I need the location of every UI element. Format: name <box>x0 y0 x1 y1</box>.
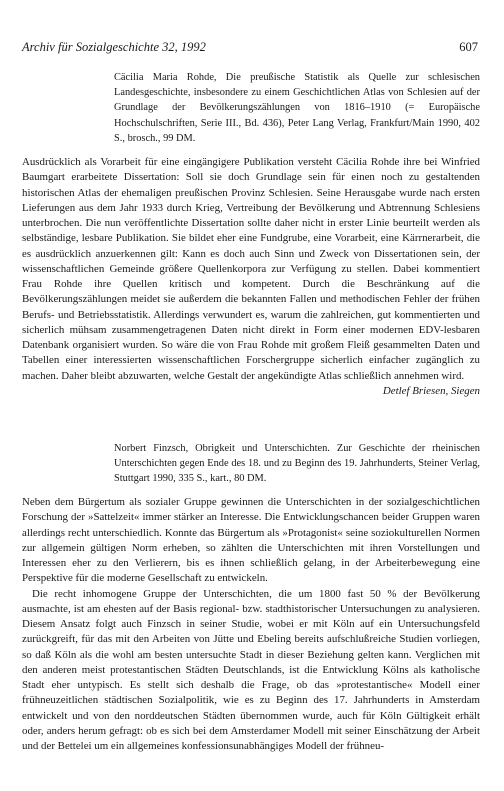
review1-text: Ausdrücklich als Vorarbeit für eine eingängigere Publikation versteht Cäcilia Rohde ihre bei Winfried Baumgart erarbeitete Dissertation: Soll sie doch Grundlage sein für einen noch zu gestaltenden historischen Atlas der ehemaligen preußischen Provinz Schlesien. Seine Herausgabe wurde nach ersten Lieferungen aus dem Jahr 1933 durch Krieg, Vertreibung der Bevölkerung und Abtrennung Schlesiens unterbrochen. Die nun veröffentlichte Dissertation sollte daher nicht in erster Linie beurteilt werden als selbständige, lesbare Publikation. Sie bildet eher eine Fundgrube, eine Vorarbeit, eine Kärrnerarbeit, die es ausdrücklich anzuerkennen gilt: Kann es doch auch Sinn und Zweck von Dissertationen sein, der wissenschaftlichen Gemeinde größere Quellenkorpora zur Verfügung zu stellen. Dabei kommentiert Frau Rohde ihre Quellen kritisch und kompetent. Durch die Beschränkung auf die Bevölkerungszählungen meidet sie außerdem die bekannten Fallen und methodischen Fehler der frühen Berufs- und Betriebsstatistik. Allerdings verwundert es, warum die zahlreichen, gut kommentierten und sicherlich mühsam zusammengetragenen Daten nicht direkt in Form einer modernen EDV-lesbaren Datenbank organisiert wurden. So wäre die von Frau Rohde mit großem Fleiß gesammelten Daten und Tabellen einer interessierten wissenschaftlichen Forschergruppe sicherlich einfacher zugänglich zu machen. Daher bleibt abzuwarten, welche Gestalt der angekündigte Atlas schließlich annehmen wird. <box>22 156 480 382</box>
review2-paragraph-2: Die recht inhomogene Gruppe der Unterschichten, die um 1800 fast 50 % der Bevölkerung ausmachte, ist am ehesten auf der Basis regional- bzw. stadthistorischer Untersuchungen zu analysieren. Diesem Ansatz folgt auch Finzsch in seiner Studie, wobei er mit Köln auf ein Untersuchungsfeld zurückgreift, für das mit den Arbeiten von Jütte und Ebeling bereits aufschlußreiche Studien vorliegen, so daß Köln als die wohl am besten untersuchte Stadt in dieser Beziehung gelten kann. Verglichen mit den anderen meist protestantischen Städten Deutschlands, ist die Entwicklung Kölns als katholische Stadt eher untypisch. Es stellt sich deshalb die Frage, ob das »protestantische« Modell einer frühneuzeitlichen städtischen Sozialpolitik, wie es zu Beginn des 17. Jahrhunderts in Amsterdam entwickelt und von den norddeutschen Städten übernommen wurde, auch für Köln Gültigkeit erhält oder, anders herum gefragt: ob es sich bei dem Amsterdamer Modell mit seiner Einschätzung der Arbeit und der Bettelei um ein allgemeines konfessionsunabhängiges Modell der frühneu- <box>22 587 480 752</box>
running-header <box>22 40 478 55</box>
page-number: 607 <box>459 40 478 54</box>
journal-title: Archiv für Sozialgeschichte 32, 1992 <box>22 40 206 54</box>
review2-body <box>22 495 480 754</box>
review1-signature: Detlef Briesen, Siegen <box>382 384 480 397</box>
review2-citation: Norbert Finzsch, Obrigkeit und Unterschichten. Zur Geschichte der rheinischen Unterschichten gegen Ende des 18. und zu Beginn des 19. Jahrhunderts, Steiner Verlag, Stuttgart 1990, 335 S., kart., 80 DM. <box>114 443 480 485</box>
review1-body <box>22 155 480 399</box>
review1-citation: Cäcilia Maria Rohde, Die preußische Statistik als Quelle zur schlesischen Landesgeschichte, insbesondere zu einem Geschichtlichen Atlas von Schlesien auf der Grundlage der Bevölkerungszählungen von 1816–1910 (= Europäische Hochschulschriften, Serie III., Bd. 436), Peter Lang Verlag, Frankfurt/Main 1990, 402 S., brosch., 99 DM. <box>114 72 480 144</box>
review2-paragraph-1: Neben dem Bürgertum als sozialer Gruppe gewinnen die Unterschichten in der sozialgeschichtlichen Forschung der »Sattelzeit« immer stärker an Interesse. Die Entwicklungschancen beider Gruppen waren allerdings recht unterschiedlich. Konnte das Bürgertum als »Protagonist« seine soziokulturellen Normen zur allgemein gültigen Norm erheben, so zählten die Unterschichten mit ihren Vorstellungen und Interessen eher zu den Verlierern, bis es ihnen schließlich gelang, in der Arbeiterbewegung eine Perspektive für die moderne Gesellschaft zu entwickeln. <box>22 496 480 585</box>
